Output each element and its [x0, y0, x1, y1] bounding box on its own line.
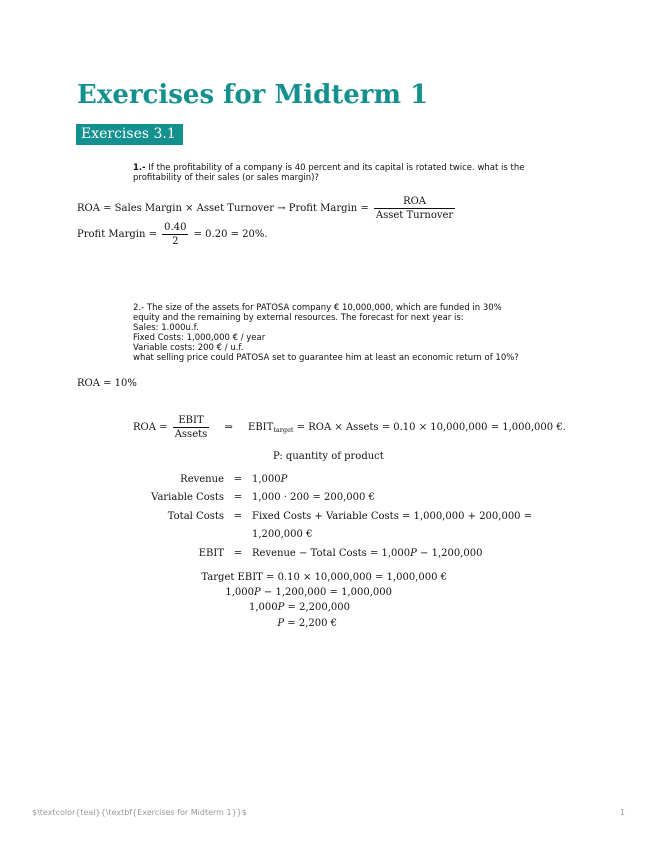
align-lhs: Revenue [180, 474, 224, 485]
equation-3-numerator: EBIT [173, 415, 210, 428]
ebit-symbol: EBIT [248, 422, 274, 433]
align-equals: = [233, 492, 243, 503]
question-1-text-line-2: profitability of their sales (or sales margin)? [133, 173, 319, 183]
equation-1-denominator: Asset Turnover [375, 210, 454, 221]
equation-2-fraction [162, 222, 188, 247]
align-equals: = [233, 474, 243, 485]
question-1-number: 1.- [133, 163, 146, 173]
align-row-total-costs [134, 511, 554, 529]
page-title: Exercises for Midterm 1 [77, 80, 429, 110]
align-rhs: 1,000 · 200 = 200,000 € [252, 492, 375, 503]
align-equals: = [233, 511, 243, 522]
implies-arrow: ⇒ [224, 422, 233, 433]
question-1 [133, 163, 533, 183]
question-2 [133, 303, 533, 363]
roa-statement: ROA = 10% [77, 378, 137, 389]
equation-3-rhs: = ROA × Assets = 0.10 × 10,000,000 = 1,000,000 €. [296, 422, 566, 433]
equation-1-numerator: ROA [374, 196, 455, 209]
align-row-revenue [134, 474, 554, 492]
align-rhs: 1,200,000 € [252, 529, 313, 540]
equation-profit-margin-value [77, 222, 268, 247]
equation-3-denominator: Assets [174, 429, 208, 440]
align-lhs: Total Costs [167, 511, 224, 522]
align-rhs: Fixed Costs + Variable Costs = 1,000,000 + 200,000 = [252, 511, 533, 522]
align-row-total-costs-cont [134, 529, 554, 547]
equation-3-fraction [173, 415, 210, 440]
question-1-text-line-1: If the profitability of a company is 40 percent and its capital is rotated twice. what is the [145, 163, 525, 173]
equation-1-fraction [374, 196, 455, 221]
align-lhs: EBIT [198, 548, 224, 559]
question-2-line: Sales: 1.000u.f. [133, 323, 199, 333]
page-number: 1 [620, 808, 626, 817]
equation-2-denominator: 2 [172, 236, 179, 247]
align-rhs: Revenue − Total Costs = 1,000P − 1,200,000 [252, 548, 483, 559]
footer-header-text: $\textcolor{teal}{\textbf{Exercises for Midterm 1}}$ [32, 808, 247, 817]
product-quantity-definition: P: quantity of product [273, 451, 384, 462]
question-2-line: 2.- The size of the assets for PATOSA company € 10,000,000, which are funded in 30% [133, 303, 502, 313]
align-row-ebit [134, 548, 554, 566]
equation-ebit-target [133, 415, 566, 440]
equation-roa-profit-margin [77, 196, 457, 221]
section-heading: Exercises 3.1 [76, 124, 183, 145]
question-2-line: what selling price could PATOSA set to guarantee him at least an economic return of 10%? [133, 353, 519, 363]
equation-2-rhs: = 0.20 = 20%. [193, 229, 268, 240]
align-row-variable-costs [134, 492, 554, 510]
target-subscript: target [273, 426, 294, 434]
final-line-2: 1,000P − 1,200,000 = 1,000,000 [225, 587, 392, 598]
equation-2-lhs: Profit Margin = [77, 229, 157, 240]
final-line-4: P = 2,200 € [277, 618, 337, 629]
final-line-1: Target EBIT = 0.10 × 10,000,000 = 1,000,000 € [201, 572, 447, 583]
align-rhs: 1,000P [252, 474, 288, 485]
equation-2-numerator: 0.40 [164, 222, 187, 233]
align-lhs: Variable Costs [151, 492, 224, 503]
equation-1-lhs: ROA = Sales Margin × Asset Turnover → Profit Margin = [77, 203, 369, 214]
question-2-line: Fixed Costs: 1,000,000 € / year [133, 333, 266, 343]
final-line-3: 1,000P = 2,200,000 [248, 602, 350, 613]
equation-3-lhs: ROA = [133, 422, 168, 433]
align-equals: = [233, 548, 243, 559]
question-2-line: Variable costs: 200 € / u.f. [133, 343, 244, 353]
question-2-line: equity and the remaining by external resources. The forecast for next year is: [133, 313, 464, 323]
